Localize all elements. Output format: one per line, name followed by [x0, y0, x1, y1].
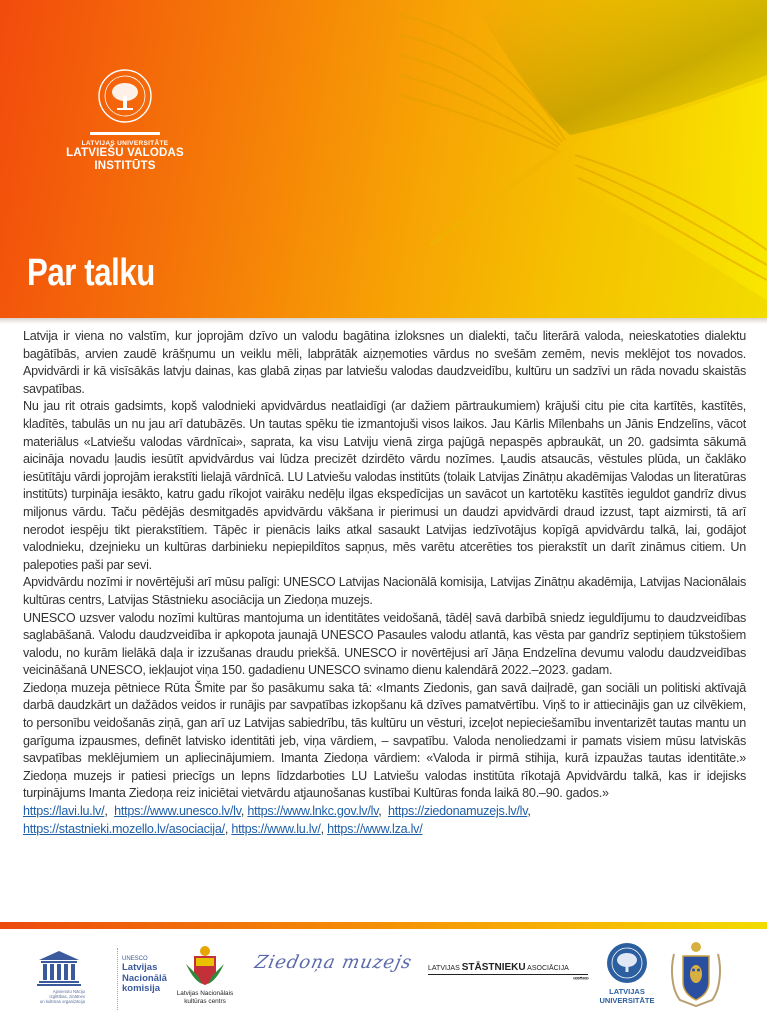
paragraph-unesco: UNESCO uzsver valodu nozīmi kultūras mantojuma un identitātes veidošanā, tādēļ savā darbībā sniedz ieguldījumu to daudzveidības saglabāšanā. Valodu daudzveidība ir apkopota jaunajā UNESCO Pasaules valodu atlantā, kas vēsta par gandrīz septiņiem tūkstošiem valodu, no kurām lielākā daļa ir izzušanas draudu priekšā. UNESCO ir novērtējusi arī Jāņa Endzelīna devumu valodu daudzveidības veicināšanā UNESCO, iekļaujot viņa 150. gadadienu UNESCO svinamo dienu kalendārā 2022.–2023. gadam.: [23, 610, 746, 678]
ziedona-signature: Ziedoņa muzejs: [252, 952, 415, 973]
header-shadow: [0, 318, 767, 324]
paragraph-history: Nu jau rit otrais gadsimts, kopš valodnieki apvidvārdus neatlaidīgi (ar dažiem pārtraukumiem) krājuši citu pie cita kartītēs, kastītēs, kladītēs, tabulās un nu jau arī datubāzēs. Un tautas spēku tie izmantojuši visos laikos. Jau Kārlis Mīlenbahs un Jānis Endzelīns, vācot materiālus «Latviešu valodas vārdnīcai», saprata, ka visu Latviju vienā zirga pajūgā nepaspēs apbraukāt, un 20. gadsimta sākumā aicināja novadu ļaudis iesūtīt apvidvārdus vai lūdza precizēt dzirdēto vārdu nozīmes. Ļaudis atsaucās, vēstules plūda, un čaklāko iesūtītāju vārdi joprojām ierakstīti lielajā vārdnīcā. LU Latviešu valodas institūts (tolaik Latvijas Zinātņu akadēmijas Valodas un literatūras institūts) turpināja iesākto, katru gadu rīkojot vairāku nedēļu ilgas ekspedīcijas un savācot un kartotēku kastītēs ieguldot gandrīz divus miljonus vārdu. Taču pēdējās desmitgadēs apvidvārdu vākšana ir pierimusi un daudzi apvidvārdi draud izzust, tapt aizmirsti, tā arī nerodot iespēju tikt pierakstītiem. Tāpēc ir pienācis laiks atkal sasaukt Latvijas iedzīvotājus kopīgā apvidvārdu talkā, lai, godājot valodnieku, dzejnieku un kultūras darbinieku nepiepildītos sapņus, mēs varētu atcerēties tos pierakstīt un darīt zināmus citiem. Un palepoties paši par sevi.: [23, 399, 746, 572]
unesco-subtitle: Apvienoto Nāciju Izglītības, zinātnes un kultūras organizācija: [39, 989, 85, 1004]
stastnieki-logo: [428, 962, 588, 982]
paragraph-partners: Apvidvārdu nozīmi ir novērtējuši arī mūsu palīgi: UNESCO Latvijas Nacionālā komisija, Latvijas Zinātņu akadēmija, Latvijas Nacionālais kultūras centrs, Latvijas Stāstnieku asociācija un Ziedoņa muzejs.: [23, 575, 746, 607]
academy-crest-icon: [668, 940, 724, 1012]
link-lu[interactable]: https://www.lu.lv/: [231, 821, 321, 836]
link-ziedonamuzejs[interactable]: https://ziedonamuzejs.lv/lv: [388, 804, 528, 819]
latvia-coat-of-arms-icon: [184, 944, 226, 988]
article-body: [23, 328, 746, 838]
link-lnkc[interactable]: https://www.lnkc.gov.lv/lv: [247, 804, 379, 819]
lza-logo: [668, 940, 724, 1012]
stastnieki-ornament: «««•»»»: [572, 976, 588, 982]
link-unesco[interactable]: https://www.unesco.lv/lv: [114, 804, 241, 819]
logo-institute-2: INSTITŪTS: [94, 160, 156, 172]
unesco-label: UNESCO: [122, 956, 148, 962]
footer-gradient-bar: [0, 922, 767, 929]
ziedona-muzejs-logo: [252, 952, 415, 992]
lu-lvi-logo: [50, 68, 200, 173]
paragraph-intro: Latvija ir viena no valstīm, kur joprojām dzīvo un valodu bagātina izloksnes un dialekti, taču literārā valoda, neieskatoties dialektu bagātībās, arvien zaudē krāšņumu un veiklu mēli, labprātāk aizņemoties vārdus no svešām zemēm, nevis meklējot tos novados. Apvidvārdi ir kā visīsākās latvju dainas, kas glabā ziņas par latviešu valodas daudzveidību, kultūru un sadzīvi un rāda novadu skaistās savpatības.: [23, 329, 746, 396]
tree-seal-icon: [97, 68, 153, 124]
stastnieki-name: LATVIJAS STĀSTNIEKU ASOCIĀCIJA: [428, 962, 588, 975]
lu-caption: LATVIJAS UNIVERSITĀTE: [599, 987, 655, 1005]
link-lza[interactable]: https://www.lza.lv/: [327, 821, 423, 836]
lu-tree-seal-icon: [606, 942, 648, 984]
lnkc-logo: [170, 944, 240, 1014]
page-title: Par talku: [27, 252, 155, 294]
header-banner: [0, 0, 767, 318]
lu-logo: [597, 942, 657, 1005]
unesco-temple-icon: [37, 950, 81, 986]
unesco-divider: [117, 948, 118, 1010]
paragraph-ziedona: Ziedoņa muzeja pētniece Rūta Šmite par šo pasākumu saka tā: «Imants Ziedonis, gan savā daiļradē, gan sociāli un politiski aktīvajā darbā daudzkārt un dažādos veidos ir runājis par savpatības izkopšanu kā dzīves pamatvērtību. Viņš to ir attiecinājis gan uz cilvēkiem, to personību veidošanās ziņā, gan arī uz Latvijas sabiedrību, tās kultūru un vēsturi, izceļot nepieciešamību inventarizēt tautas mantu un garīguma izpausmes, definēt latvisko identitāti jeb, viņa vārdiem, – savpatību. Valoda nenoliedzami ir pamats visiem mūsu latviskās savpatības meklējumiem un apliecinājumiem. Imanta Ziedoņa vārdiem: «Valoda ir pirmā stihija, kurā izpaužas tautas identitāte.» Ziedoņa muzejs ir patiesi priecīgs un lepns līdzdarboties LU Latviešu valodas institūta rīkotajā Apvidvārdu talkā, kas ir idejisks turpinājums Imanta Ziedoņa reiz iniciētai vietvārdu atjaunošanas kustībai Kultūras fonda laikā 80.–90. gados.»: [23, 680, 746, 801]
links-list: https://lavi.lu.lv/, https://www.unesco.lv/lv, https://www.lnkc.gov.lv/lv, https://ziedonamuzejs.lv/lv, https://stastnieki.mozello.lv/asociacija/, https://www.lu.lv/, https://www.lza.lv/: [23, 804, 531, 836]
unesco-commission-name: Latvijas Nacionālā komisija: [122, 962, 167, 994]
logo-institute-1: LATVIEŠU VALODAS: [66, 147, 184, 159]
logo-university: LATVIJAS UNIVERSITĀTE: [81, 140, 169, 147]
unesco-logo: [35, 944, 170, 1014]
lnkc-caption: Latvijas Nacionālais kultūras centrs: [176, 990, 234, 1005]
link-stastnieki[interactable]: https://stastnieki.mozello.lv/asociacija/: [23, 821, 225, 836]
logo-divider: [90, 132, 160, 135]
link-lavi[interactable]: https://lavi.lu.lv/: [23, 804, 105, 819]
